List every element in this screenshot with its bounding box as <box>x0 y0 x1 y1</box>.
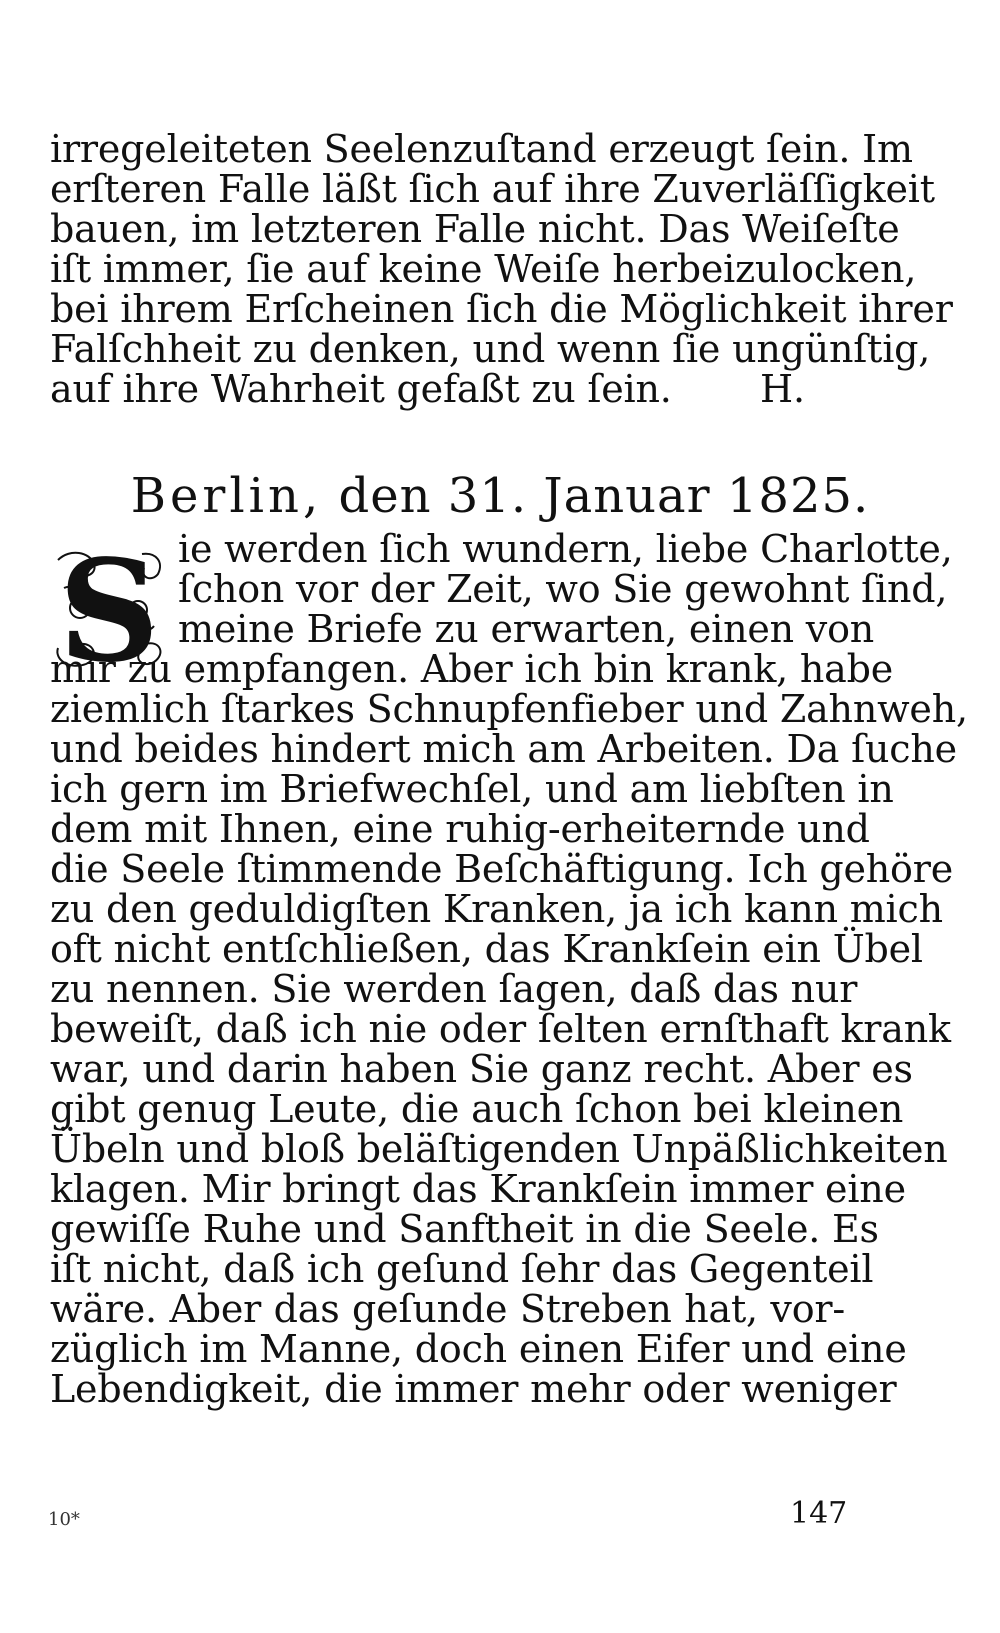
text-line: iſt nicht, daß ich geſund ſehr das Gegenteil <box>50 1247 874 1291</box>
text-line: und beides hindert mich am Arbeiten. Da ſuche <box>50 727 957 771</box>
text-line: gibt genug Leute, die auch ſchon bei kleinen <box>50 1087 904 1131</box>
author-signature: H. <box>760 367 805 411</box>
text-line: ziemlich ſtarkes Schnupfenfieber und Zahnweh, <box>50 687 968 731</box>
text-line: züglich im Manne, doch einen Eifer und eine <box>50 1327 907 1371</box>
text-line: zu nennen. Sie werden ſagen, daß das nur <box>50 967 858 1011</box>
text-line: meine Briefe zu erwarten, einen von <box>178 607 875 651</box>
letter-heading <box>0 468 1000 524</box>
heading-date: den 31. Januar 1825. <box>338 468 870 524</box>
text-line: mir zu empfangen. Aber ich bin krank, habe <box>50 647 894 691</box>
text-line: beweiſt, daß ich nie oder ſelten ernſthaft krank <box>50 1007 951 1051</box>
text-line: Lebendigkeit, die immer mehr oder weniger <box>50 1367 897 1411</box>
text-line: ſchon vor der Zeit, wo Sie gewohnt ſind, <box>178 567 948 611</box>
text-line: ich gern im Briefwechſel, und am liebſten in <box>50 767 894 811</box>
text-line: iſt immer, ſie auf keine Weiſe herbeizulocken, <box>50 247 917 291</box>
signature-mark: 10* <box>48 1509 80 1530</box>
text-line: erſteren Falle läßt ſich auf ihre Zuverläſſigkeit <box>50 167 935 211</box>
heading-city: Berlin, <box>130 468 323 524</box>
text-line: war, und darin haben Sie ganz recht. Aber es <box>50 1047 913 1091</box>
text-line: irregeleiteten Seelenzuſtand erzeugt ſein. Im <box>50 127 913 171</box>
text-line: die Seele ſtimmende Beſchäftigung. Ich gehöre <box>50 847 953 891</box>
text-line: Übeln und bloß beläſtigenden Unpäßlichkeiten <box>50 1127 948 1171</box>
text-line: oft nicht entſchließen, das Krankſein ein Übel <box>50 927 923 971</box>
text-line: bauen, im letzteren Falle nicht. Das Weiſeſte <box>50 207 900 251</box>
text-line-text: auf ihre Wahrheit gefaßt zu ſein. <box>50 367 672 411</box>
svg-text:S: S <box>58 548 160 672</box>
text-line: zu den geduldigſten Kranken, ja ich kann mich <box>50 887 943 931</box>
text-line: bei ihrem Erſcheinen ſich die Möglichkeit ihrer <box>50 287 953 331</box>
text-line-last <box>50 368 845 410</box>
text-line: klagen. Mir bringt das Krankſein immer eine <box>50 1167 906 1211</box>
text-line: gewiſſe Ruhe und Sanftheit in die Seele. Es <box>50 1207 879 1251</box>
text-line: Falſchheit zu denken, und wenn ſie ungünſtig, <box>50 327 931 371</box>
page-number: 147 <box>790 1496 848 1531</box>
text-line: wäre. Aber das geſunde Streben hat, vor- <box>50 1287 845 1331</box>
text-line: ie werden ſich wundern, liebe Charlotte, <box>178 527 953 571</box>
text-line: dem mit Ihnen, eine ruhig-erheiternde und <box>50 807 870 851</box>
